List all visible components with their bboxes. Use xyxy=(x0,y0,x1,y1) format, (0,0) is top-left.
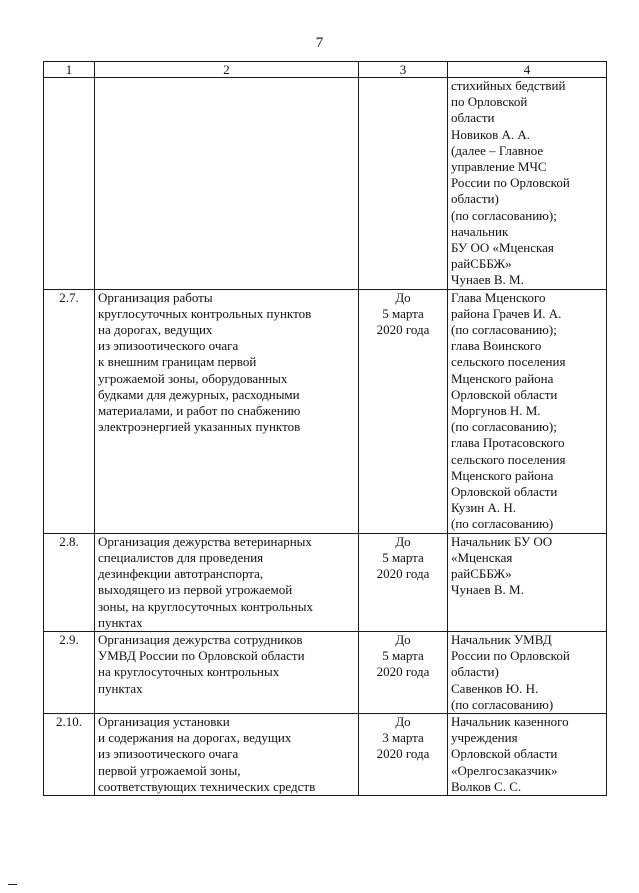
task-cell-line: и содержания на дорогах, ведущих xyxy=(98,730,292,746)
responsible-cell-line: сельского поселения xyxy=(451,354,566,370)
responsible-cell-line: Глава Мценского xyxy=(451,289,546,305)
responsible-cell-line: области) xyxy=(451,191,499,207)
responsible-cell-line: управление МЧС xyxy=(451,159,547,175)
responsible-cell-line: (по согласованию) xyxy=(451,696,554,712)
deadline-cell-line: До xyxy=(395,533,411,549)
deadline-cell-line: 2020 года xyxy=(376,664,430,680)
responsible-cell xyxy=(448,631,607,713)
deadline-cell-line: До xyxy=(395,289,411,305)
task-cell-line: Организация установки xyxy=(98,713,230,729)
responsible-cell-line: Мценского района xyxy=(451,467,554,483)
responsible-cell-line: Новиков А. А. xyxy=(451,126,531,142)
responsible-cell-line: области xyxy=(451,110,495,126)
responsible-cell-line: Кузин А. Н. xyxy=(451,500,517,516)
task-cell-line: круглосуточных контрольных пунктов xyxy=(98,305,312,321)
table-row xyxy=(44,289,607,533)
responsible-cell-line: (по согласованию); xyxy=(451,419,557,435)
responsible-cell-line: Савенков Ю. Н. xyxy=(451,680,539,696)
deadline-cell xyxy=(359,533,448,631)
task-cell-line: будками для дежурных, расходными xyxy=(98,386,300,402)
responsible-cell-line: России по Орловской xyxy=(451,175,570,191)
task-cell xyxy=(95,533,359,631)
responsible-cell-line: района Грачев И. А. xyxy=(451,305,562,321)
responsible-cell-line: Начальник БУ ОО xyxy=(451,533,553,549)
item-number-cell: 2.8. xyxy=(44,533,95,631)
column-header: 3 xyxy=(359,62,448,78)
task-cell-line: зоны, на круглосуточных контрольных xyxy=(98,598,313,614)
item-number-cell: 2.9. xyxy=(44,631,95,713)
task-cell-line: из эпизоотического очага xyxy=(98,338,239,354)
page-number: 7 xyxy=(315,35,324,51)
document-table xyxy=(43,61,607,796)
responsible-cell-line: Начальник казенного xyxy=(451,713,569,729)
task-cell-line: материалами, и работ по снабжению xyxy=(98,403,301,419)
responsible-cell-line: области) xyxy=(451,664,499,680)
responsible-cell-line: начальник xyxy=(451,223,509,239)
deadline-cell-line: 2020 года xyxy=(376,566,430,582)
responsible-cell-line: стихийных бедствий xyxy=(451,78,566,93)
responsible-cell-line: (далее – Главное xyxy=(451,142,544,158)
responsible-cell-line: Мценского района xyxy=(451,370,554,386)
responsible-cell-line: Чунаев В. М. xyxy=(451,582,524,598)
responsible-cell-line: (по согласованию) xyxy=(451,516,554,532)
task-cell xyxy=(95,289,359,533)
responsible-cell-line: глава Протасовского xyxy=(451,435,565,451)
responsible-cell-line: Орловской области xyxy=(451,386,558,402)
page-margin-mark xyxy=(8,884,17,885)
task-cell xyxy=(95,713,359,795)
responsible-cell-line: Орловской области xyxy=(451,484,558,500)
task-cell-line: соответствующих технических средств xyxy=(98,778,316,794)
responsible-cell-line: Моргунов Н. М. xyxy=(451,403,541,419)
responsible-cell-line: Чунаев В. М. xyxy=(451,272,524,288)
task-cell xyxy=(95,78,359,290)
responsible-cell-line: БУ ОО «Мценская xyxy=(451,240,554,256)
responsible-cell-line: по Орловской xyxy=(451,94,528,110)
deadline-cell-line: 5 марта xyxy=(382,648,424,664)
responsible-cell-line: (по согласованию); xyxy=(451,322,557,338)
responsible-cell-line: Начальник УМВД xyxy=(451,631,552,647)
deadline-cell xyxy=(359,289,448,533)
table-row xyxy=(44,631,607,713)
task-cell-line: на круглосуточных контрольных xyxy=(98,664,280,680)
task-cell-line: специалистов для проведения xyxy=(98,549,264,565)
task-cell-line: УМВД России по Орловской области xyxy=(98,648,305,664)
item-number-cell: 2.10. xyxy=(44,713,95,795)
task-cell-line: Организация работы xyxy=(98,289,213,305)
deadline-cell-line: 2020 года xyxy=(376,322,430,338)
deadline-cell-line: 2020 года xyxy=(376,746,430,762)
task-cell-line: Организация дежурства ветеринарных xyxy=(98,533,312,549)
responsible-cell-line: (по согласованию); xyxy=(451,207,557,223)
responsible-cell-line: России по Орловской xyxy=(451,648,570,664)
column-header: 2 xyxy=(95,62,359,78)
item-number-cell xyxy=(44,78,95,290)
responsible-cell-line: Орловской области xyxy=(451,746,558,762)
responsible-cell-line: Волков С. С. xyxy=(451,778,522,794)
item-number-cell: 2.7. xyxy=(44,289,95,533)
deadline-cell xyxy=(359,78,448,290)
task-cell xyxy=(95,631,359,713)
table-row xyxy=(44,533,607,631)
responsible-cell xyxy=(448,78,607,290)
responsible-cell-line: «Мценская xyxy=(451,549,513,565)
task-cell-line: пунктах xyxy=(98,614,143,630)
deadline-cell-line: 5 марта xyxy=(382,549,424,565)
task-cell-line: первой угрожаемой зоны, xyxy=(98,762,241,778)
responsible-cell-line: глава Воинского xyxy=(451,338,542,354)
task-cell-line: Организация дежурства сотрудников xyxy=(98,631,303,647)
task-cell-line: дезинфекции автотранспорта, xyxy=(98,566,264,582)
deadline-cell xyxy=(359,631,448,713)
task-cell-line: выходящего из первой угрожаемой xyxy=(98,582,293,598)
task-cell-line: к внешним границам первой xyxy=(98,354,257,370)
deadline-cell-line: До xyxy=(395,713,411,729)
task-cell-line: из эпизоотического очага xyxy=(98,746,239,762)
deadline-cell-line: До xyxy=(395,631,411,647)
table-header-row xyxy=(44,62,607,78)
responsible-cell-line: райСББЖ» xyxy=(451,566,512,582)
table-row xyxy=(44,713,607,795)
deadline-cell-line: 5 марта xyxy=(382,305,424,321)
responsible-cell xyxy=(448,289,607,533)
task-cell-line: на дорогах, ведущих xyxy=(98,322,213,338)
responsible-cell xyxy=(448,713,607,795)
deadline-cell-line: 3 марта xyxy=(382,730,424,746)
responsible-cell xyxy=(448,533,607,631)
responsible-cell-line: «Орелгосзаказчик» xyxy=(451,762,558,778)
responsible-cell-line: сельского поселения xyxy=(451,451,566,467)
responsible-cell-line: райСББЖ» xyxy=(451,256,512,272)
task-cell-line: электроэнергией указанных пунктов xyxy=(98,419,301,435)
responsible-cell-line: учреждения xyxy=(451,730,518,746)
column-header: 4 xyxy=(448,62,607,78)
column-header: 1 xyxy=(44,62,95,78)
table-row xyxy=(44,78,607,290)
task-cell-line: угрожаемой зоны, оборудованных xyxy=(98,370,288,386)
deadline-cell xyxy=(359,713,448,795)
task-cell-line: пунктах xyxy=(98,680,143,696)
